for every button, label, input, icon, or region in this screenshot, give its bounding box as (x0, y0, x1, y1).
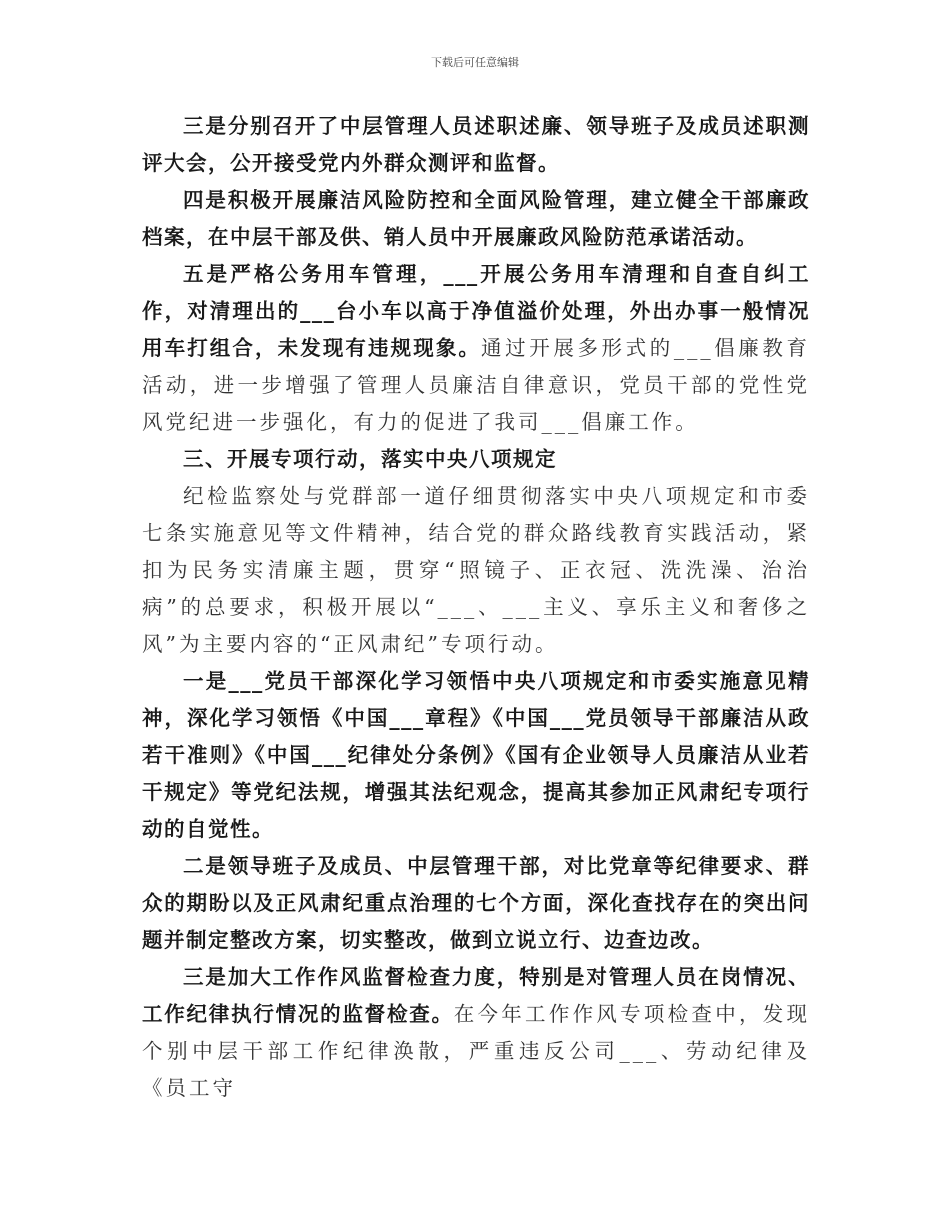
paragraph-bold-text: 一是___党员干部深化学习领悟中央八项规定和市委实施意见精神，深化学习领悟《中国___章程》《中国___党员领导干部廉洁从政若干准则》《中国___纪律处分条例》《国有企业领导人员廉洁从业若干规定》等党纪法规，增强其法纪观念，提高其参加正风肃纪专项行动的自觉性。 (142, 669, 810, 841)
paragraph-normal-text: 在今年工作作风专项检查中，发现个别中层干部工作纪律涣散，严重违反公司___、劳动纪律及《员工守 (142, 1002, 810, 1100)
paragraph-bold-text: 五是严格公务用车管理，___开展公务用车清理和自查自纠工作，对清理出的___台小车以高于净值溢价处理，外出办事一般情况用车打组合，未发现有违规现象。 (142, 262, 810, 360)
paragraph-4 (142, 478, 810, 663)
paragraph-7 (142, 959, 810, 1107)
paragraph-3 (142, 256, 810, 441)
paragraph-normal-text: 通过开展多形式的___倡廉教育活动，进一步增强了管理人员廉洁自律意识，党员干部的党性党风党纪进一步强化，有力的促进了我司___倡廉工作。 (142, 336, 811, 434)
paragraph-bold-text: 四是积极开展廉洁风险防控和全面风险管理，建立健全干部廉政档案，在中层干部及供、销人员中开展廉政风险防范承诺活动。 (142, 188, 810, 249)
paragraph-5 (142, 663, 810, 848)
paragraph-6 (142, 848, 810, 959)
paragraph-bold-text: 二是领导班子及成员、中层管理干部，对比党章等纪律要求、群众的期盼以及正风肃纪重点治理的七个方面，深化查找存在的突出问题并制定整改方案，切实整改，做到立说立行、边查边改。 (142, 854, 810, 952)
paragraph-bold-text: 三是分别召开了中层管理人员述职述廉、领导班子及成员述职测评大会，公开接受党内外群众测评和监督。 (142, 114, 810, 175)
document-body (142, 108, 810, 1107)
section-heading (142, 441, 810, 478)
paragraph-1 (142, 108, 810, 182)
section-heading-text: 三、开展专项行动，落实中央八项规定 (183, 447, 557, 471)
page-header: 下载后可任意编辑 (431, 56, 519, 69)
paragraph-bold-text: 三是加大工作作风监督检查力度，特别是对管理人员在岗情况、工作纪律执行情况的监督检查。 (142, 965, 810, 1026)
paragraph-2 (142, 182, 810, 256)
paragraph-normal-text: 纪检监察处与党群部一道仔细贯彻落实中央八项规定和市委七条实施意见等文件精神，结合党的群众路线教育实践活动，紧扣为民务实清廉主题，贯穿“照镜子、正衣冠、洗洗澡、治治病”的总要求，积极开展以“___、___主义、享乐主义和奢侈之风”为主要内容的“正风肃纪”专项行动。 (142, 484, 810, 656)
